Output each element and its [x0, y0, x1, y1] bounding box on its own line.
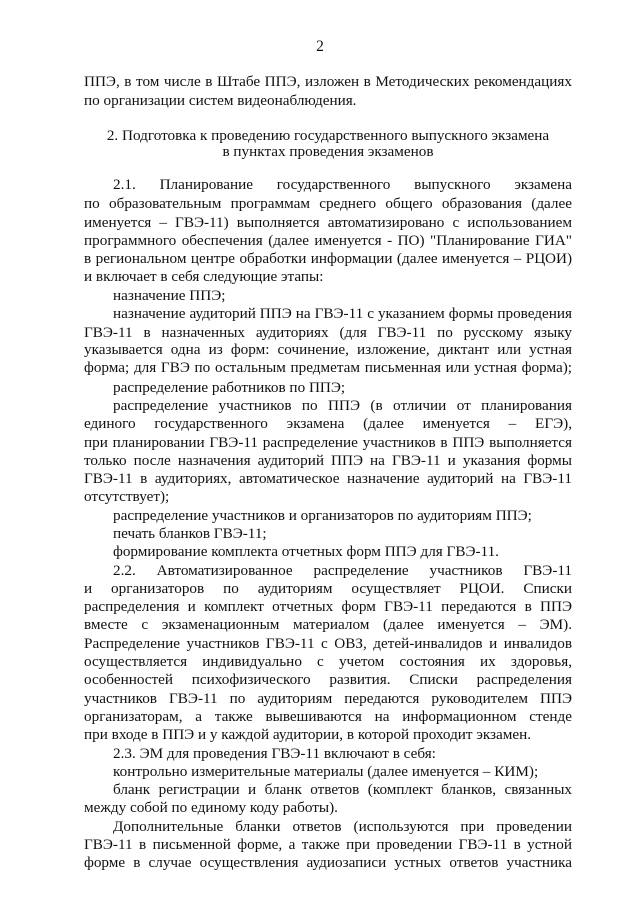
text-line: 2.1. Планирование государственного выпускного экзамена — [113, 176, 572, 193]
text-line: форме в случае осуществления аудиозаписи устных ответов участника — [84, 854, 572, 871]
text-line: только после назначения аудиторий ППЭ на ГВЭ-11 и указания формы — [84, 452, 572, 469]
text-line: назначение ППЭ; — [113, 287, 226, 304]
text-line: между собой по единому коду работы). — [84, 799, 338, 816]
text-line: 2. Подготовка к проведению государственного выпускного экзамена — [106, 127, 550, 144]
text-line: вместе с экзаменационным материалом (далее именуется – ЭМ). — [84, 616, 572, 633]
text-line: по организации систем видеонаблюдения. — [84, 92, 357, 109]
text-line: ГВЭ-11 в письменной форме, а также при проведении ГВЭ-11 в устной — [84, 836, 572, 853]
text-line: осуществляется индивидуально с учетом состояния их здоровья, — [84, 653, 572, 670]
text-line: ППЭ, в том числе в Штабе ППЭ, изложен в Методических рекомендациях — [84, 73, 572, 90]
text-line: 2.3. ЭМ для проведения ГВЭ-11 включают в себя: — [113, 745, 436, 762]
text-line: отсутствует); — [84, 488, 170, 505]
text-line: контрольно измерительные материалы (далее именуется – КИМ); — [113, 763, 539, 780]
text-line: распределение работников по ППЭ; — [113, 379, 346, 396]
text-line: указывается одна из форм: сочинение, изложение, диктант или устная — [84, 341, 572, 358]
text-line: назначение аудиторий ППЭ на ГВЭ-11 с указанием формы проведения — [113, 305, 572, 322]
text-line: особенностей психофизического развития. Списки распределения — [84, 671, 572, 688]
text-line: Дополнительные бланки ответов (используются при проведении — [113, 818, 572, 835]
text-line: при входе в ППЭ и у каждой аудитории, в которой проходит экзамен. — [84, 726, 532, 743]
text-line: форма; для ГВЭ по остальным предметам письменная или устная форма); — [84, 359, 572, 376]
text-line: ГВЭ-11 в аудиториях, автоматическое назначение аудиторий на ГВЭ-11 — [84, 470, 572, 487]
text-line: распределение участников и организаторов по аудиториям ППЭ; — [113, 507, 532, 524]
page-number: 2 — [316, 38, 324, 55]
text-line: в региональном центре обработки информации (далее именуется – РЦОИ) — [84, 250, 572, 267]
text-line: единого государственного экзамена (далее именуется – ЕГЭ), — [84, 415, 572, 432]
text-line: и включает в себя следующие этапы: — [84, 268, 324, 285]
text-line: формирование комплекта отчетных форм ППЭ для ГВЭ-11. — [113, 543, 499, 560]
text-line: в пунктах проведения экзаменов — [222, 143, 434, 160]
text-line: 2.2. Автоматизированное распределение участников ГВЭ-11 — [113, 562, 572, 579]
text-line: программного обеспечения (далее именуется - ПО) "Планирование ГИА" — [84, 232, 572, 249]
text-line: и организаторов по аудиториям осуществляет РЦОИ. Списки — [84, 580, 572, 597]
text-line: бланк регистрации и бланк ответов (комплект бланков, связанных — [113, 781, 572, 798]
text-line: распределение участников по ППЭ (в отличии от планирования — [113, 397, 572, 414]
text-line: распределения и комплект отчетных форм ГВЭ-11 передаются в ППЭ — [84, 598, 572, 615]
text-line: печать бланков ГВЭ-11; — [113, 525, 267, 542]
text-line: по образовательным программам среднего общего образования (далее — [84, 195, 572, 212]
text-line: ГВЭ-11 в назначенных аудиториях (для ГВЭ-11 по русскому языку — [84, 324, 572, 341]
text-line: организаторам, а также вывешиваются на информационном стенде — [84, 708, 572, 725]
text-line: Распределение участников ГВЭ-11 с ОВЗ, детей-инвалидов и инвалидов — [84, 635, 572, 652]
text-line: именуется – ГВЭ-11) выполняется автоматизировано с использованием — [84, 214, 572, 231]
text-line: участников ГВЭ-11 по аудиториям передаются руководителем ППЭ — [84, 690, 572, 707]
text-line: при планировании ГВЭ-11 распределение участников в ППЭ выполняется — [84, 434, 572, 451]
